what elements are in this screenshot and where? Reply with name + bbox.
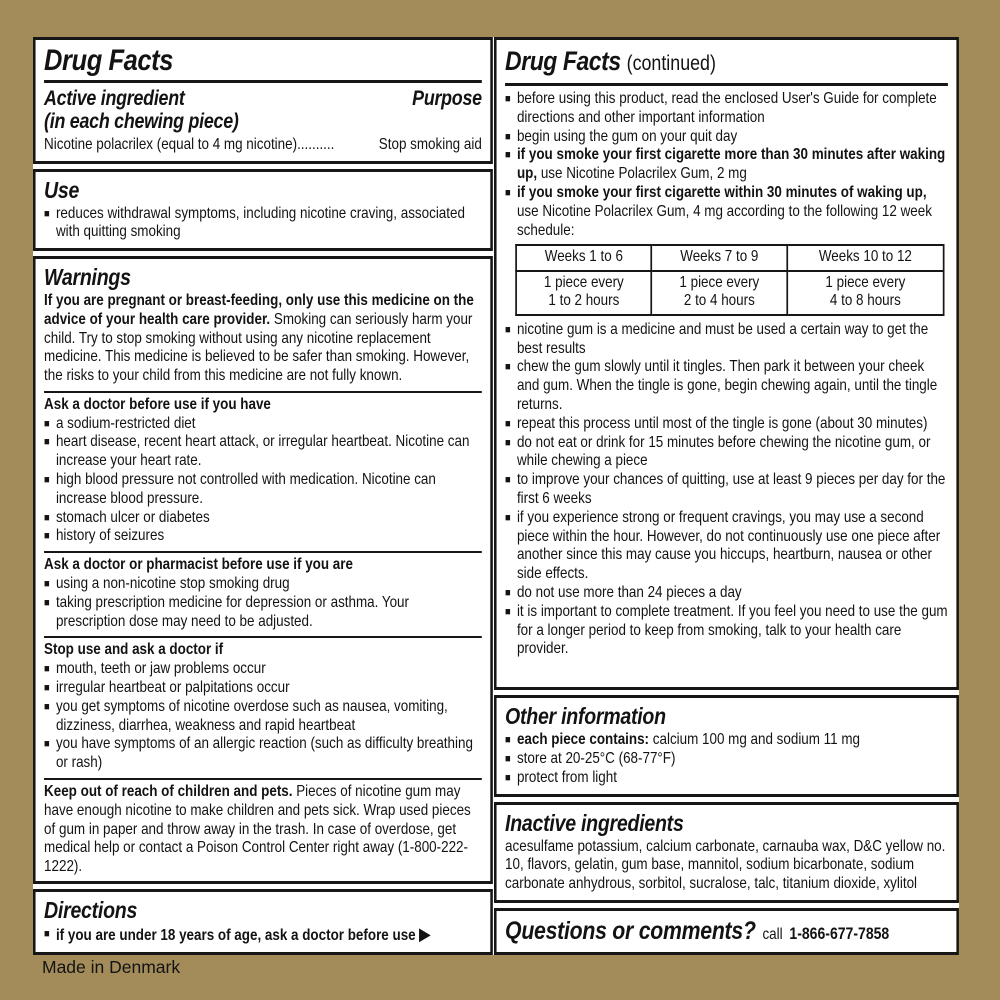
list-item: ■ repeat this process until most of the tingle is gone (about 30 minutes) <box>505 414 928 432</box>
list-item: ■ chew the gum slowly until it tingles. Then park it between your cheek and gum. When the tingle is gone, begin chewing again, until the tingle returns. <box>505 358 938 414</box>
ask-pharmacist-heading: Ask a doctor or pharmacist before use if you are <box>44 556 353 574</box>
bullet-square-icon: ■ <box>44 578 50 591</box>
ingredient-row <box>44 136 482 155</box>
drug-facts-continued-title <box>505 44 948 81</box>
questions-heading: Questions or comments? <box>505 917 756 945</box>
bullet-square-icon: ■ <box>505 605 511 618</box>
drug-facts-panel-right <box>494 37 959 955</box>
dosing-bullet-list-top <box>505 90 948 240</box>
continued-suffix: (continued) <box>626 52 716 75</box>
bullet-square-icon: ■ <box>44 436 50 449</box>
keep-out-of-reach-subsection <box>44 778 482 877</box>
bullet-square-icon: ■ <box>505 771 511 784</box>
section-divider <box>505 83 948 86</box>
list-item: ■ do not use more than 24 pieces a day <box>505 584 742 602</box>
pregnancy-warning-paragraph <box>44 292 482 386</box>
stop-use-bullet-list <box>44 660 482 773</box>
keep-out-of-reach-paragraph <box>44 783 482 877</box>
list-item: ■ a sodium-restricted diet <box>44 414 196 432</box>
bullet-square-icon: ■ <box>44 511 50 524</box>
list-item: ■ if you smoke your first cigarette within 30 minutes of waking up, use Nicotine Polacrilex Gum, 4 mg according to the following 12 week schedule: <box>505 183 932 239</box>
continued-arrow-icon: ▶ <box>419 924 431 945</box>
inactive-ingredients-heading: Inactive ingredients <box>505 809 684 836</box>
ask-doctor-heading: Ask a doctor before use if you have <box>44 395 271 413</box>
table-header-cell: Weeks 7 to 9 <box>652 245 787 271</box>
questions-section <box>494 908 959 955</box>
stop-use-heading: Stop use and ask a doctor if <box>44 641 224 659</box>
keep-out-of-reach-text: Pieces of nicotine gum may have enough nicotine to make children and pets sick. Wrap used pieces of gum in paper and throw away in the trash. In case of overdose, get medical help or contact a Poison Control Center right away (1-800-222-1222). <box>44 783 471 876</box>
drug-facts-continued-section <box>494 37 959 690</box>
bullet-square-icon: ■ <box>505 323 511 336</box>
list-item: ■ heart disease, recent heart attack, or irregular heartbeat. Nicotine can increase your heart rate. <box>44 433 470 470</box>
bullet-square-icon: ■ <box>505 149 511 162</box>
usage-bullet-list-bottom <box>505 321 948 659</box>
ask-doctor-bullet-list <box>44 415 482 547</box>
ingredient-purpose-value: Stop smoking aid <box>378 136 482 153</box>
bullet-square-icon: ■ <box>44 596 50 609</box>
bullet-square-icon: ■ <box>44 738 50 751</box>
bullet-square-icon: ■ <box>505 436 511 449</box>
inactive-ingredients-text: acesulfame potassium, calcium carbonate, carnauba wax, D&C yellow no. 10, flavors, gelatin, gum base, mannitol, sodium bicarbonate, sodium carbonate anhydrous, sorbitol, sucralose, talc, titanium dioxide, xylitol <box>505 837 946 893</box>
made-in-label: Made in Denmark <box>42 957 181 977</box>
bullet-square-icon: ■ <box>505 474 511 487</box>
use-heading: Use <box>44 176 80 203</box>
use-section <box>33 169 493 251</box>
table-data-cell: 1 piece every 2 to 4 hours <box>652 271 787 315</box>
table-header-row <box>516 245 944 271</box>
list-item: ■ store at 20-25°C (68-77°F) <box>505 750 676 768</box>
bullet-square-icon: ■ <box>505 186 511 199</box>
ask-doctor-subsection <box>44 391 482 546</box>
phone-number: 1-866-677-7858 <box>789 925 890 943</box>
other-information-bullet-list <box>505 731 948 787</box>
list-item: ■ before using this product, read the enclosed User's Guide for complete directions and other important information <box>505 90 937 126</box>
list-item: ■ do not eat or drink for 15 minutes before chewing the nicotine gum, or while chewing a piece <box>505 433 931 470</box>
ask-pharmacist-bullet-list <box>44 575 482 631</box>
list-item: ■ if you smoke your first cigarette more than 30 minutes after waking up, use Nicotine Polacrilex Gum, 2 mg <box>505 146 946 183</box>
bullet-square-icon: ■ <box>44 474 50 487</box>
table-data-cell: 1 piece every 4 to 8 hours <box>787 271 944 315</box>
active-ingredient-heading-line2: (in each chewing piece) <box>44 110 239 133</box>
list-item: ■ if you experience strong or frequent cravings, you may use a second piece within the hour. However, do not continuously use one piece after another since this may cause you hiccups, heartburn, nausea or other side effects. <box>505 508 941 583</box>
list-item: ■ taking prescription medicine for depression or asthma. Your prescription dose may need to be adjusted. <box>44 593 409 630</box>
ask-pharmacist-subsection <box>44 551 482 631</box>
bullet-square-icon: ■ <box>44 700 50 713</box>
dot-leader: .......... <box>297 136 335 153</box>
bullet-square-icon: ■ <box>44 928 50 941</box>
active-ingredient-heading-row <box>44 87 482 110</box>
list-item: ■ reduces withdrawal symptoms, including nicotine craving, associated with quitting smoking <box>44 204 465 241</box>
drug-facts-panel-left <box>33 37 493 955</box>
list-item: ■ to improve your chances of quitting, use at least 9 pieces per day for the first 6 weeks <box>505 471 946 508</box>
list-item: ■ you have symptoms of an allergic reaction (such as difficulty breathing or rash) <box>44 735 473 772</box>
warnings-heading: Warnings <box>44 263 131 290</box>
bullet-square-icon: ■ <box>505 93 511 105</box>
bullet-square-icon: ■ <box>44 417 50 430</box>
other-information-section <box>494 695 959 796</box>
bullet-square-icon: ■ <box>505 587 511 600</box>
list-item: ■ history of seizures <box>44 527 165 545</box>
pregnancy-warning-text: Smoking can seriously harm your child. Try to stop smoking without using any nicotine replacement medicine. This medicine is believed to be safer than smoking. However, the risks to your child from this medicine are not fully known. <box>44 310 473 385</box>
ingredient-name: Nicotine polacrilex (equal to 4 mg nicotine) <box>44 136 298 153</box>
dosing-schedule-table <box>515 244 944 316</box>
list-item: ■ stomach ulcer or diabetes <box>44 508 210 526</box>
keep-out-of-reach-bold: Keep out of reach of children and pets. <box>44 783 293 801</box>
bullet-square-icon: ■ <box>505 753 511 766</box>
list-item <box>44 925 482 946</box>
warnings-section <box>33 256 493 884</box>
directions-section <box>33 889 493 955</box>
bullet-square-icon: ■ <box>44 207 50 220</box>
directions-heading: Directions <box>44 897 138 924</box>
list-item: ■ mouth, teeth or jaw problems occur <box>44 660 266 678</box>
table-header-cell: Weeks 1 to 6 <box>516 245 651 271</box>
other-information-heading: Other information <box>505 703 666 730</box>
bullet-square-icon: ■ <box>44 682 50 695</box>
table-header-cell: Weeks 10 to 12 <box>787 245 944 271</box>
inactive-ingredients-section <box>494 802 959 903</box>
drug-facts-title-text: Drug Facts <box>505 46 621 76</box>
use-bullet-list <box>44 205 482 243</box>
list-item: ■ it is important to complete treatment. If you feel you need to use the gum for a longer period to keep from smoking, talk to your health care provider. <box>505 602 948 658</box>
list-item: ■ protect from light <box>505 768 617 786</box>
bullet-square-icon: ■ <box>505 417 511 430</box>
table-data-cell: 1 piece every 1 to 2 hours <box>516 271 651 315</box>
table-data-row <box>516 271 944 315</box>
list-item: ■ each piece contains: calcium 100 mg and sodium 11 mg <box>505 731 861 749</box>
list-item: ■ high blood pressure not controlled with medication. Nicotine can increase blood pressure. <box>44 471 436 507</box>
directions-bullet-list <box>44 925 482 946</box>
purpose-heading: Purpose <box>412 87 482 110</box>
list-item: ■ nicotine gum is a medicine and must be used a certain way to get the best results <box>505 320 929 357</box>
bullet-square-icon: ■ <box>44 530 50 543</box>
list-item: ■ using a non-nicotine stop smoking drug <box>44 575 290 593</box>
active-ingredient-heading: Active ingredient <box>44 87 185 110</box>
bullet-square-icon: ■ <box>505 734 511 747</box>
pregnancy-warning-bold: If you are pregnant or breast-feeding, only use this medicine on the advice of your health care provider. <box>44 291 474 328</box>
list-item: ■ you get symptoms of nicotine overdose such as nausea, vomiting, dizziness, diarrhea, weakness and rapid heartbeat <box>44 697 448 734</box>
list-item: ■ begin using the gum on your quit day <box>505 127 738 145</box>
list-item: ■ irregular heartbeat or palpitations occur <box>44 679 290 697</box>
questions-row <box>505 915 948 946</box>
call-label: call <box>762 926 783 943</box>
bullet-square-icon: ■ <box>505 511 511 524</box>
stop-use-subsection <box>44 636 482 773</box>
bullet-square-icon: ■ <box>505 361 511 374</box>
active-ingredient-section <box>33 37 493 164</box>
directions-bullet-text: if you are under 18 years of age, ask a doctor before use <box>55 927 416 945</box>
bullet-square-icon: ■ <box>505 130 511 143</box>
section-divider <box>44 80 482 83</box>
bullet-square-icon: ■ <box>44 663 50 676</box>
drug-facts-title: Drug Facts <box>44 44 173 77</box>
